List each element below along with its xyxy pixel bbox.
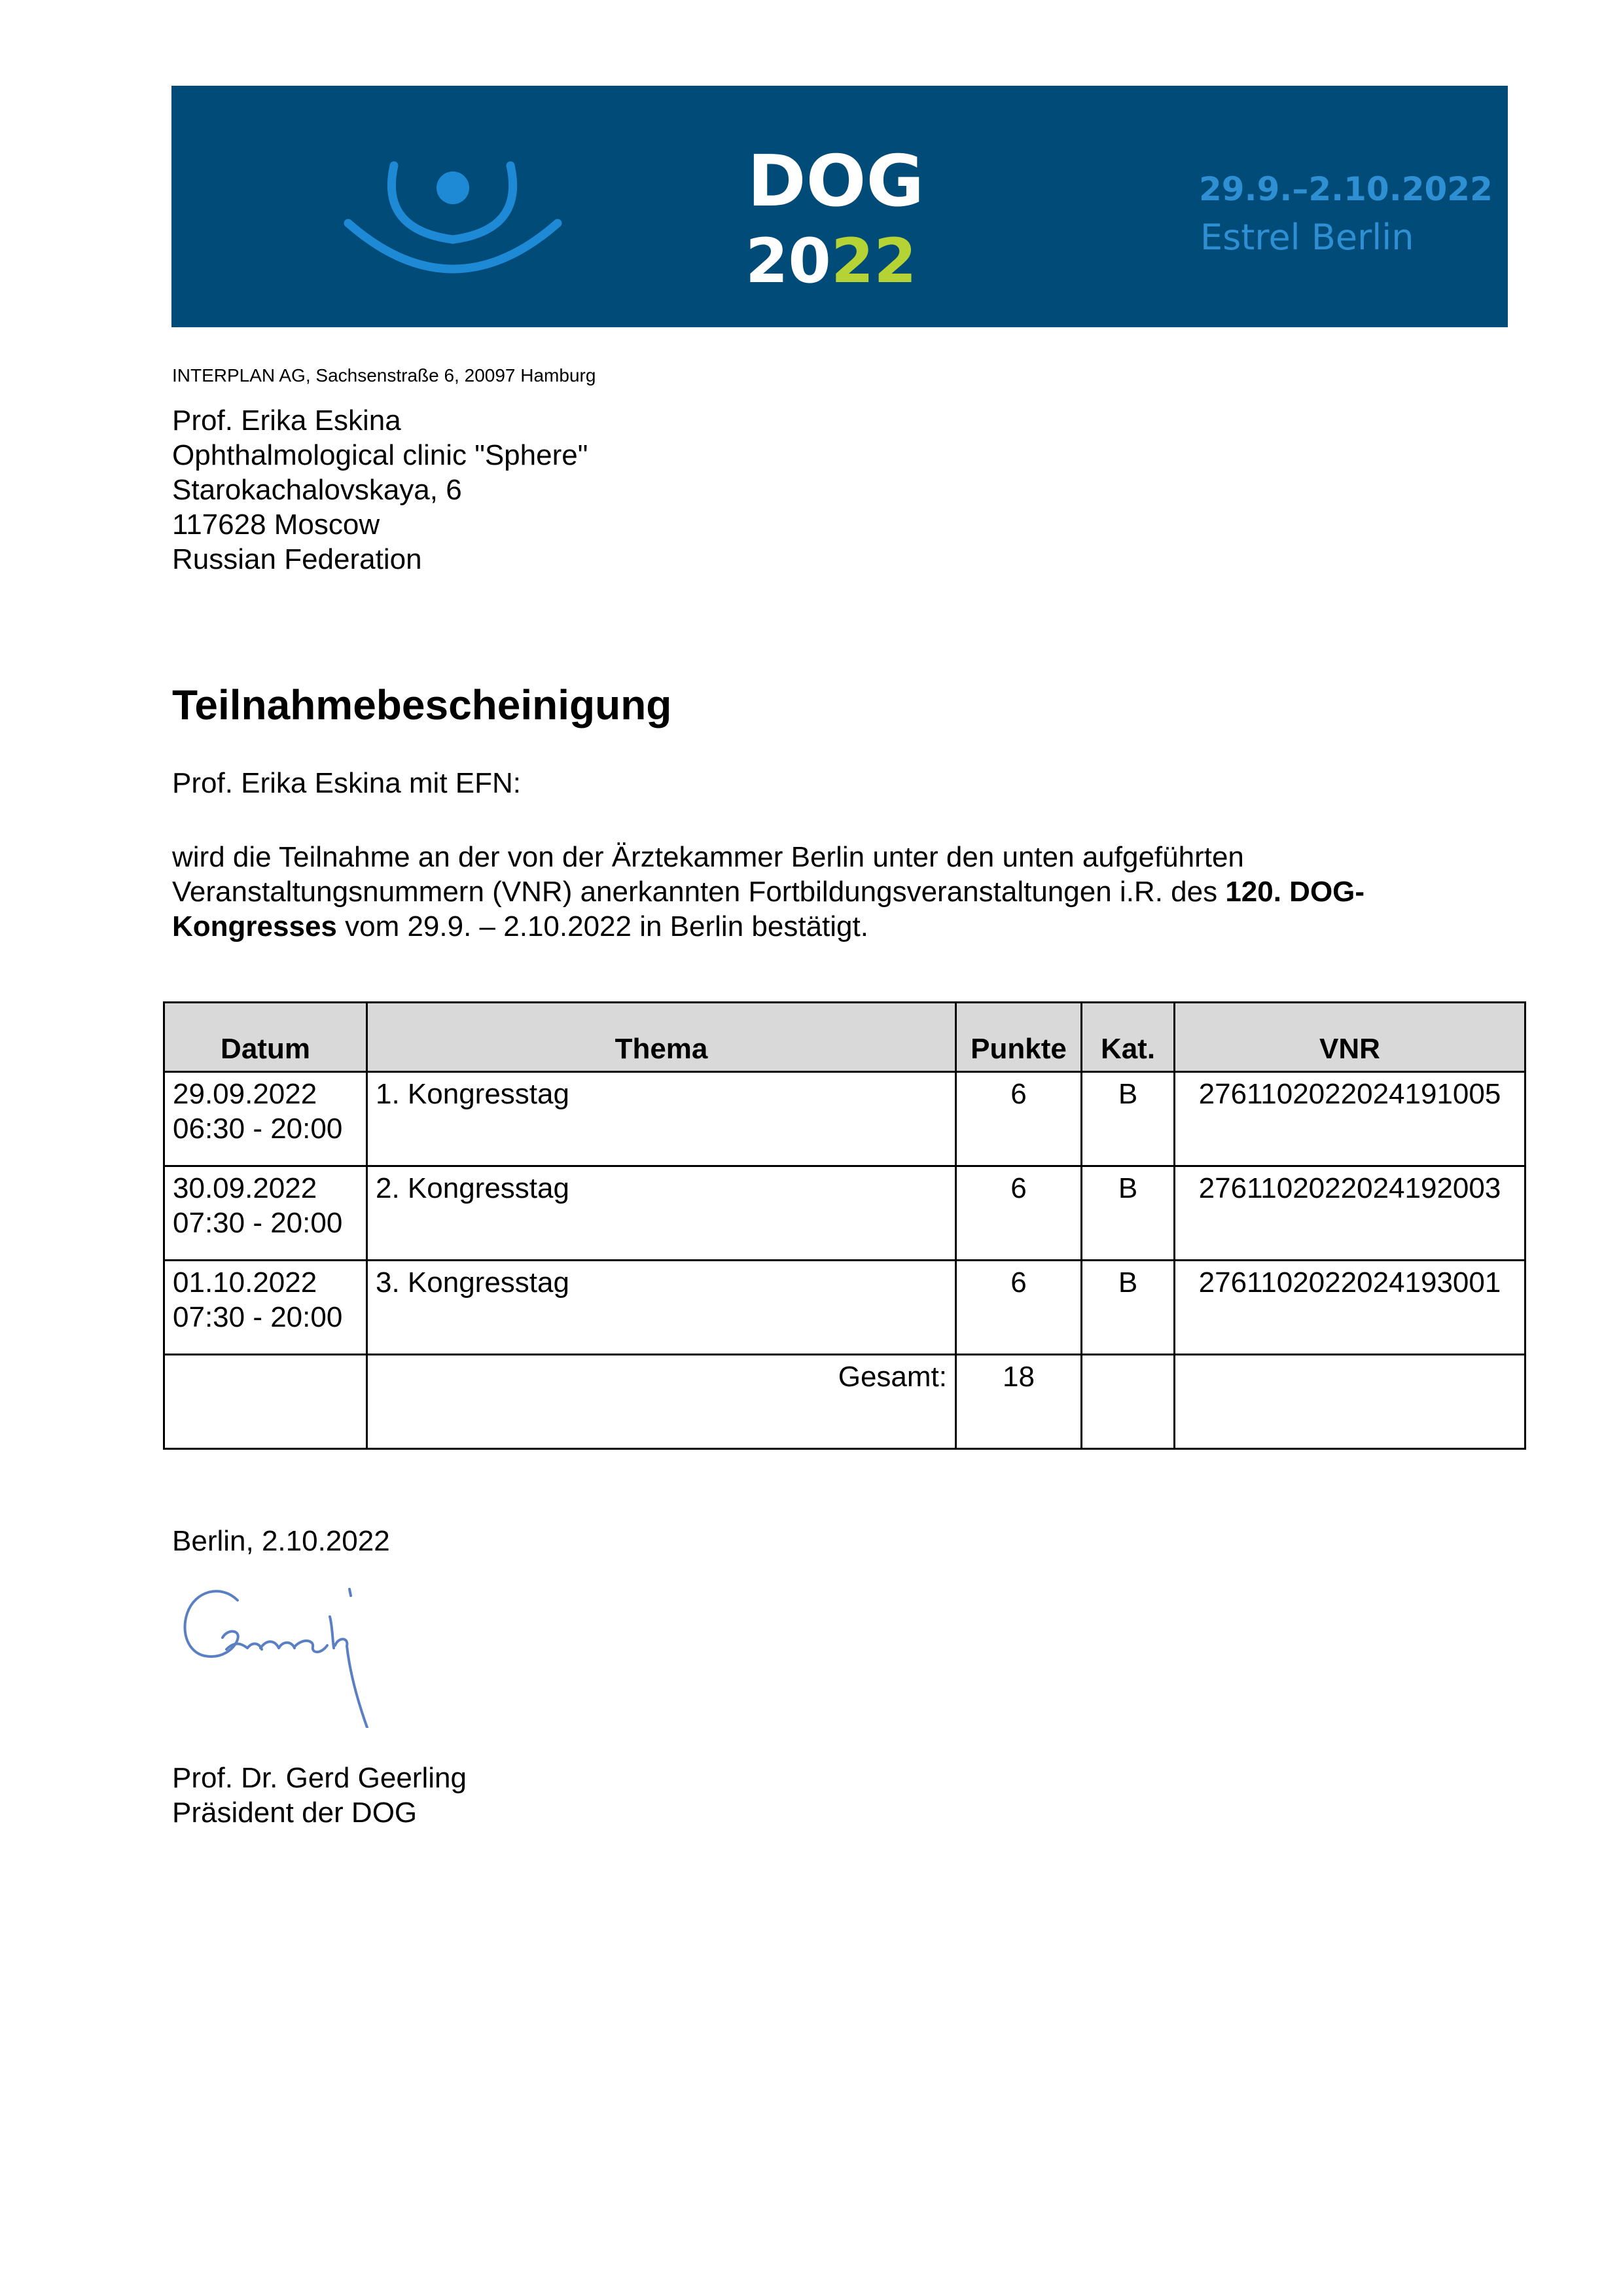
recipient-address bbox=[172, 403, 588, 577]
table-row bbox=[164, 1072, 1525, 1166]
total-empty-category bbox=[1082, 1355, 1175, 1449]
vnr-cell: 2761102022024191005 bbox=[1175, 1072, 1525, 1166]
confirmation-line-2 bbox=[172, 874, 1481, 909]
topic-cell: 1. Kongresstag bbox=[367, 1072, 956, 1166]
signer-name: Prof. Dr. Gerd Geerling bbox=[172, 1762, 467, 1794]
event-venue: Estrel Berlin bbox=[1200, 217, 1414, 258]
recipient-country: Russian Federation bbox=[172, 543, 422, 575]
confirmation-line-3-plain: vom 29.9. – 2.10.2022 in Berlin bestätigt. bbox=[336, 910, 868, 942]
place-date: Berlin, 2.10.2022 bbox=[172, 1525, 390, 1557]
confirmation-line-1: wird die Teilnahme an der von der Ärztekammer Berlin unter den unten aufgeführten bbox=[172, 841, 1244, 873]
points-cell: 6 bbox=[956, 1261, 1082, 1355]
signer-role: Präsident der DOG bbox=[172, 1797, 418, 1829]
table-row bbox=[164, 1166, 1525, 1261]
total-empty-date bbox=[164, 1355, 367, 1449]
dog-logo bbox=[171, 86, 1508, 327]
total-label: Gesamt: bbox=[367, 1355, 956, 1449]
participant-line: Prof. Erika Eskina mit EFN: bbox=[172, 767, 522, 799]
confirmation-line-2-plain: Veranstaltungsnummern (VNR) anerkannten Fortbildungsveranstaltungen i.R. des bbox=[172, 876, 1226, 908]
header-banner bbox=[171, 86, 1508, 327]
event-time: 06:30 - 20:00 bbox=[173, 1113, 343, 1145]
sender-address-line: INTERPLAN AG, Sachsenstraße 6, 20097 Hamburg bbox=[172, 365, 596, 386]
logo-year-white: 20 bbox=[745, 226, 831, 297]
date-cell bbox=[164, 1261, 367, 1355]
logo-line1: DOG bbox=[747, 141, 925, 223]
table-total-row bbox=[164, 1355, 1525, 1449]
total-empty-vnr bbox=[1175, 1355, 1525, 1449]
event-time: 07:30 - 20:00 bbox=[173, 1207, 343, 1239]
topic-cell: 3. Kongresstag bbox=[367, 1261, 956, 1355]
header-date: Datum bbox=[164, 1003, 367, 1072]
table-header-row bbox=[164, 1003, 1525, 1072]
points-cell: 6 bbox=[956, 1072, 1082, 1166]
logo-year-green: 22 bbox=[830, 226, 917, 297]
header-points: Punkte bbox=[956, 1003, 1082, 1072]
document-title: Teilnahmebescheinigung bbox=[172, 681, 672, 728]
recipient-street: Starokachalovskaya, 6 bbox=[172, 474, 462, 506]
date-cell bbox=[164, 1072, 367, 1166]
recipient-city: 117628 Moscow bbox=[172, 509, 380, 541]
event-dates: 29.9.–2.10.2022 bbox=[1199, 170, 1493, 208]
recipient-name: Prof. Erika Eskina bbox=[172, 404, 401, 437]
vnr-cell: 2761102022024192003 bbox=[1175, 1166, 1525, 1261]
table-row bbox=[164, 1261, 1525, 1355]
total-points: 18 bbox=[956, 1355, 1082, 1449]
category-cell: B bbox=[1082, 1166, 1175, 1261]
confirmation-line-3 bbox=[172, 909, 1481, 944]
event-time: 07:30 - 20:00 bbox=[173, 1301, 343, 1333]
event-date: 29.09.2022 bbox=[173, 1078, 317, 1110]
events-table bbox=[163, 1001, 1526, 1450]
confirmation-line-2-bold: 120. DOG- bbox=[1225, 876, 1365, 908]
category-cell: B bbox=[1082, 1261, 1175, 1355]
signature bbox=[175, 1577, 424, 1728]
signer-block bbox=[172, 1761, 467, 1830]
category-cell: B bbox=[1082, 1072, 1175, 1166]
event-date: 01.10.2022 bbox=[173, 1266, 317, 1299]
date-cell bbox=[164, 1166, 367, 1261]
topic-cell: 2. Kongresstag bbox=[367, 1166, 956, 1261]
confirmation-line-3-bold: Kongresses bbox=[172, 910, 337, 942]
recipient-organization: Ophthalmological clinic "Sphere" bbox=[172, 439, 588, 471]
logo-line2 bbox=[745, 226, 917, 297]
header-topic: Thema bbox=[367, 1003, 956, 1072]
points-cell: 6 bbox=[956, 1166, 1082, 1261]
eye-icon bbox=[348, 166, 558, 269]
header-category: Kat. bbox=[1082, 1003, 1175, 1072]
vnr-cell: 2761102022024193001 bbox=[1175, 1261, 1525, 1355]
confirmation-text bbox=[172, 840, 1481, 944]
header-vnr: VNR bbox=[1175, 1003, 1525, 1072]
event-date: 30.09.2022 bbox=[173, 1172, 317, 1204]
